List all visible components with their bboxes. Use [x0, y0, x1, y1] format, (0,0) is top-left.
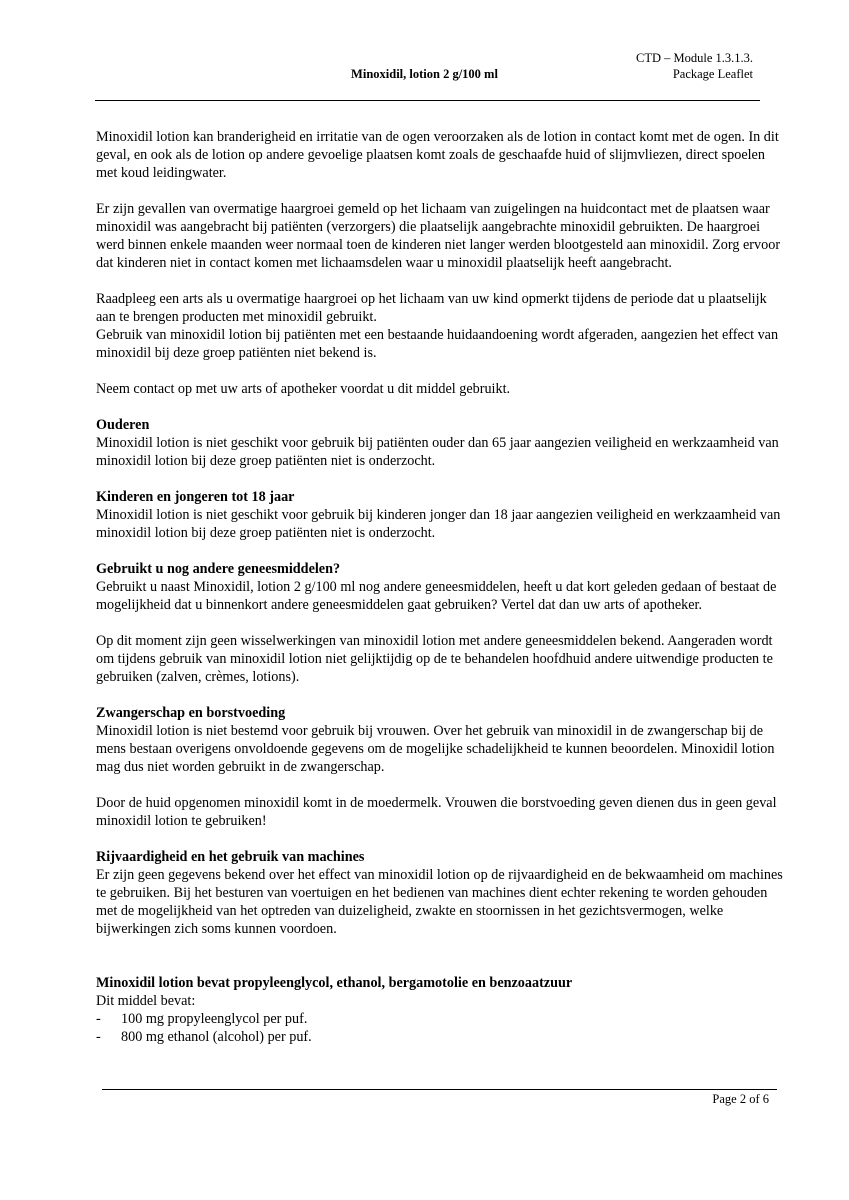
- header-doc-type: Package Leaflet: [672, 67, 753, 81]
- section-other-medicines: [96, 560, 786, 614]
- section-text: Er zijn geen gegevens bekend over het effect van minoxidil lotion op de rijvaardigheid en de bekwaamheid om machines te gebruiken. Bij het besturen van voertuigen en het bedienen van machines dient echter rekening te worden gehouden met de mogelijkheid van het optreden van duizeligheid, zwakte en stoornissen in het gezichtsvermogen, welke bijwerkingen zich soms kunnen voordoen.: [96, 867, 783, 937]
- list-dash: -: [96, 1029, 101, 1045]
- list-item: [96, 1028, 786, 1046]
- list-item-text: 800 mg ethanol (alcohol) per puf.: [121, 1029, 312, 1045]
- section-elderly: [96, 416, 786, 470]
- section-intro: Dit middel bevat:: [96, 993, 196, 1009]
- header-module: CTD – Module 1.3.1.3.: [635, 51, 753, 65]
- section-pregnancy: [96, 704, 786, 776]
- section-children: [96, 488, 786, 542]
- header-divider: [95, 100, 760, 101]
- leaflet-body: [96, 128, 786, 1064]
- section-heading: Kinderen en jongeren tot 18 jaar: [96, 489, 295, 505]
- page-number: Page 2 of 6: [712, 1092, 769, 1106]
- list-item: [96, 1010, 786, 1028]
- footer-divider: [102, 1089, 777, 1090]
- header-title: Minoxidil, lotion 2 g/100 ml: [351, 67, 498, 81]
- section-text: Gebruikt u naast Minoxidil, lotion 2 g/100 ml nog andere geneesmiddelen, heeft u dat kort geleden gedaan of bestaat de mogelijkheid dat u binnenkort andere geneesmiddelen gaat gebruiken? Vertel dat dan uw arts of apotheker.: [96, 579, 777, 613]
- section-heading: Rijvaardigheid en het gebruik van machines: [96, 849, 365, 865]
- list-dash: -: [96, 1011, 101, 1027]
- section-heading: Minoxidil lotion bevat propyleenglycol, ethanol, bergamotolie en benzoaatzuur: [96, 975, 573, 991]
- paragraph-breastfeeding: Door de huid opgenomen minoxidil komt in de moedermelk. Vrouwen die borstvoeding geven dienen dus in geen geval minoxidil lotion te gebruiken!: [96, 795, 777, 829]
- section-text: Minoxidil lotion is niet bestemd voor gebruik bij vrouwen. Over het gebruik van minoxidil in de zwangerschap bij de mens bestaan overigens onvoldoende gegevens om de mogelijke schadelijkheid te kunnen beoordelen. Minoxidil lotion mag dus niet worden gebruikt in de zwangerschap.: [96, 723, 775, 775]
- section-excipients: [96, 974, 786, 1046]
- section-driving: [96, 848, 786, 938]
- section-text: Minoxidil lotion is niet geschikt voor gebruik bij kinderen jonger dan 18 jaar aangezien veiligheid en werkzaamheid van minoxidil lotion bij deze groep patiënten niet is onderzocht.: [96, 507, 781, 541]
- paragraph-consult-doctor: Raadpleeg een arts als u overmatige haargroei op het lichaam van uw kind opmerkt tijdens de periode dat u plaatselijk aan te brengen producten met minoxidil gebruikt.: [96, 291, 767, 325]
- paragraph-interactions: Op dit moment zijn geen wisselwerkingen van minoxidil lotion met andere geneesmiddelen bekend. Aangeraden wordt om tijdens gebruik van minoxidil lotion niet gelijktijdig op de te behandelen hoofdhuid andere uitwendige producten te gebruiken (zalven, crèmes, lotions).: [96, 633, 773, 685]
- paragraph-skin-condition: Gebruik van minoxidil lotion bij patiënten met een bestaande huidaandoening wordt afgeraden, aangezien het effect van minoxidil bij deze groep patiënten niet bekend is.: [96, 327, 779, 361]
- paragraph-contact-doctor: Neem contact op met uw arts of apotheker voordat u dit middel gebruikt.: [96, 381, 511, 397]
- section-heading: Zwangerschap en borstvoeding: [96, 705, 286, 721]
- excipient-list: [96, 1010, 786, 1046]
- section-text: Minoxidil lotion is niet geschikt voor gebruik bij patiënten ouder dan 65 jaar aangezien veiligheid en werkzaamheid van minoxidil lotion bij deze groep patiënten niet is onderzocht.: [96, 435, 779, 469]
- list-item-text: 100 mg propyleenglycol per puf.: [121, 1011, 308, 1027]
- paragraph-hair-growth: Er zijn gevallen van overmatige haargroei gemeld op het lichaam van zuigelingen na huidcontact met de plaatsen waar minoxidil was aangebracht bij patiënten (verzorgers) die plaatselijk aangebrachte minoxidil gebruikten. De haargroei werd binnen enkele maanden weer normaal toen de kinderen niet langer werden blootgesteld aan minoxidil. Zorg ervoor dat kinderen niet in contact komen met lichaamsdelen waar u minoxidil plaatselijk heeft aangebracht.: [96, 201, 781, 271]
- section-heading: Ouderen: [96, 417, 150, 433]
- section-heading: Gebruikt u nog andere geneesmiddelen?: [96, 561, 341, 577]
- paragraph-eye-irritation: Minoxidil lotion kan branderigheid en irritatie van de ogen veroorzaken als de lotion in contact komt met de ogen. In dit geval, en ook als de lotion op andere gevoelige plaatsen komt zoals de geschaafde huid of slijmvliezen, direct spoelen met koud leidingwater.: [96, 129, 779, 181]
